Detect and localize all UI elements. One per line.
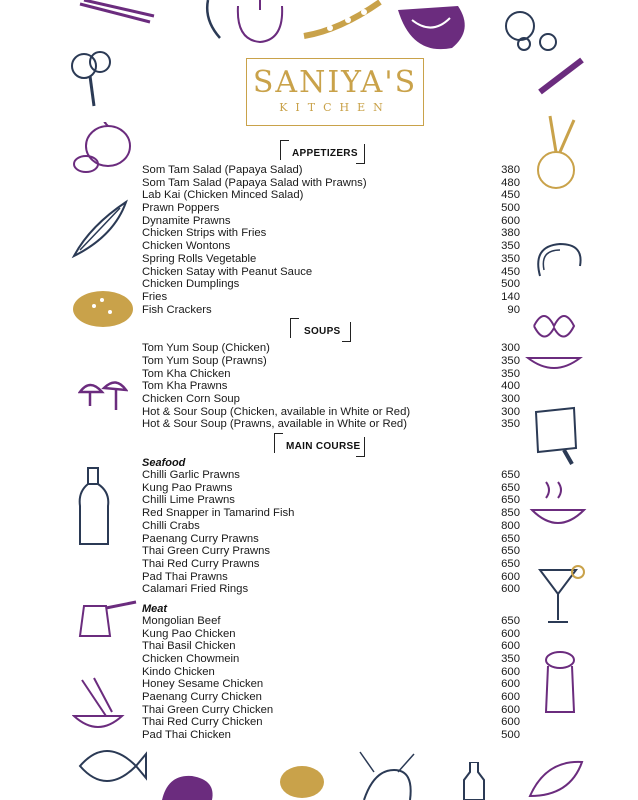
beetroot-illustration [530, 112, 586, 192]
pea-pod-illustration [300, 0, 386, 40]
seafood-subheading: Seafood [142, 457, 186, 470]
mushroom-illustration [78, 376, 128, 416]
item-name: Kung Pao Prawns [142, 481, 233, 494]
item-name: Tom Yum Soup (Chicken) [142, 342, 270, 355]
pepper-mill-illustration [540, 650, 580, 716]
menu-item [142, 704, 520, 717]
soup-bowl-illustration [528, 480, 588, 536]
item-price: 300 [501, 393, 520, 405]
section-title: SOUPS [304, 326, 341, 338]
soups-items [142, 342, 520, 431]
garlic-illustration [498, 4, 568, 54]
item-name: Chilli Crabs [142, 519, 200, 532]
appetizers-section [142, 140, 520, 316]
item-name: Tom Yum Soup (Prawns) [142, 354, 267, 367]
main-course-section [142, 433, 520, 742]
menu-item [142, 469, 520, 482]
shrimp-illustration [530, 236, 586, 286]
item-price: 90 [507, 303, 520, 316]
menu-list [142, 140, 520, 742]
item-name: Thai Green Curry Chicken [142, 703, 274, 716]
header-bracket-right [342, 322, 351, 342]
menu-item [142, 355, 520, 368]
sauce-bottle-illustration [460, 762, 488, 800]
item-price: 600 [501, 716, 520, 729]
meat-items [142, 615, 520, 742]
item-price: 650 [501, 614, 520, 627]
item-name: Red Snapper in Tamarind Fish [142, 507, 295, 520]
item-name: Pad Thai Prawns [142, 570, 228, 583]
item-name: Kung Pao Chicken [142, 627, 236, 640]
appetizers-items [142, 164, 520, 316]
menu-item [142, 640, 520, 653]
item-name: Som Tam Salad (Papaya Salad) [142, 164, 303, 176]
steak-illustration [158, 770, 218, 800]
item-price: 600 [501, 627, 520, 640]
header-bracket-right [356, 144, 365, 164]
item-name: Paenang Curry Prawns [142, 532, 259, 545]
item-name: Som Tam Salad (Papaya Salad with Prawns) [142, 176, 367, 189]
menu-item [142, 545, 520, 558]
item-name: Chicken Dumplings [142, 278, 240, 291]
item-price: 300 [501, 405, 520, 418]
item-name: Fish Crackers [142, 303, 212, 316]
item-price: 600 [501, 665, 520, 678]
item-name: Thai Green Curry Prawns [142, 545, 271, 558]
menu-item [142, 240, 520, 253]
drumstick-illustration [272, 758, 332, 800]
menu-item [142, 533, 520, 546]
menu-item [142, 266, 520, 279]
item-price: 500 [501, 729, 520, 742]
menu-item [142, 666, 520, 679]
item-price: 600 [501, 703, 520, 716]
item-price: 600 [501, 640, 520, 653]
item-name: Tom Kha Chicken [142, 367, 231, 380]
brand-name: SANIYA'S [252, 65, 418, 100]
soups-header [142, 318, 520, 342]
item-price: 600 [501, 691, 520, 704]
item-price: 350 [501, 367, 520, 380]
menu-item [142, 558, 520, 571]
item-price: 600 [501, 214, 520, 227]
item-name: Fries [142, 290, 168, 303]
item-price: 650 [501, 481, 520, 494]
fish-illustration [76, 736, 148, 796]
item-name: Hot & Sour Soup (Prawns, available in White or Red) [142, 418, 407, 431]
item-name: Spring Rolls Vegetable [142, 252, 257, 265]
menu-item [142, 291, 520, 304]
menu-item [142, 482, 520, 495]
section-title: APPETIZERS [292, 148, 358, 159]
brand-subtitle: KITCHEN [279, 101, 391, 114]
item-name: Thai Red Curry Chicken [142, 716, 263, 729]
item-price: 350 [501, 252, 520, 265]
menu-item [142, 227, 520, 240]
item-name: Tom Kha Prawns [142, 380, 228, 393]
bread-illustration [70, 286, 136, 332]
item-price: 650 [501, 532, 520, 545]
item-price: 350 [501, 653, 520, 665]
item-name: Paenang Curry Chicken [142, 691, 262, 704]
okra-illustration [70, 196, 132, 262]
header-bracket-left [280, 140, 289, 160]
header-bracket-left [274, 433, 283, 453]
item-name: Dynamite Prawns [142, 214, 231, 227]
noodle-bowl-illustration [524, 306, 584, 376]
item-name: Chicken Corn Soup [142, 393, 240, 405]
item-price: 140 [501, 290, 520, 303]
menu-item [142, 653, 520, 666]
item-price: 350 [501, 240, 520, 253]
menu-item [142, 418, 520, 431]
menu-item [142, 304, 520, 317]
menu-item [142, 691, 520, 704]
chili-illustration [200, 0, 230, 40]
menu-item [142, 368, 520, 381]
item-price: 600 [501, 678, 520, 691]
item-price: 800 [501, 519, 520, 532]
item-price: 400 [501, 380, 520, 393]
main-course-header [142, 433, 520, 457]
chopsticks-bowl-illustration [72, 676, 126, 736]
item-name: Chilli Lime Prawns [142, 494, 235, 507]
item-name: Lab Kai (Chicken Minced Salad) [142, 189, 304, 202]
menu-item [142, 520, 520, 533]
item-price: 500 [501, 202, 520, 215]
menu-item [142, 729, 520, 742]
item-name: Thai Basil Chicken [142, 640, 236, 653]
item-price: 380 [501, 164, 520, 176]
menu-item [142, 189, 520, 202]
meat-subheading: Meat [142, 602, 168, 615]
menu-item [142, 678, 520, 691]
cocktail-illustration [536, 562, 586, 628]
item-name: Prawn Poppers [142, 202, 220, 215]
pot-illustration [76, 596, 138, 640]
leek-illustration [78, 0, 158, 26]
menu-item [142, 215, 520, 228]
item-name: Chicken Wontons [142, 240, 231, 253]
menu-item [142, 494, 520, 507]
asparagus-illustration [536, 56, 586, 96]
menu-item [142, 628, 520, 641]
item-name: Honey Sesame Chicken [142, 678, 264, 691]
onion-illustration [72, 122, 134, 176]
item-price: 350 [501, 418, 520, 431]
item-name: Hot & Sour Soup (Chicken, available in White or Red) [142, 405, 411, 418]
menu-item [142, 164, 520, 177]
soups-section [142, 318, 520, 431]
item-name: Chicken Chowmein [142, 653, 240, 665]
item-price: 600 [501, 570, 520, 583]
item-price: 450 [501, 265, 520, 278]
item-name: Chicken Satay with Peanut Sauce [142, 265, 313, 278]
item-name: Kindo Chicken [142, 665, 215, 678]
menu-item [142, 177, 520, 190]
item-price: 480 [501, 176, 520, 189]
bottle-illustration [76, 466, 112, 548]
menu-item [142, 583, 520, 596]
item-price: 600 [501, 583, 520, 596]
menu-item [142, 380, 520, 393]
item-price: 650 [501, 469, 520, 482]
menu-item [142, 278, 520, 291]
item-price: 500 [501, 278, 520, 291]
section-title: MAIN COURSE [286, 441, 361, 453]
item-name: Pad Thai Chicken [142, 729, 231, 742]
menu-item [142, 716, 520, 729]
menu-item [142, 615, 520, 628]
item-name: Mongolian Beef [142, 614, 221, 627]
item-price: 450 [501, 189, 520, 202]
menu-item [142, 571, 520, 584]
item-name: Calamari Fried Rings [142, 583, 249, 596]
lobster-illustration [354, 750, 418, 800]
appetizers-header [142, 140, 520, 164]
menu-item [142, 342, 520, 355]
header-bracket-left [290, 318, 299, 338]
item-name: Chilli Garlic Prawns [142, 469, 240, 482]
broccoli-illustration [70, 50, 116, 110]
seafood-items [142, 469, 520, 596]
item-price: 650 [501, 557, 520, 570]
cutting-board-illustration [528, 404, 584, 466]
header-bracket-right [356, 437, 365, 457]
item-price: 350 [501, 354, 520, 367]
item-name: Chicken Strips with Fries [142, 227, 267, 240]
bell-pepper-illustration [232, 0, 288, 46]
item-name: Thai Red Curry Prawns [142, 557, 260, 570]
item-price: 380 [501, 227, 520, 240]
item-price: 300 [501, 342, 520, 355]
meat-cut-illustration [392, 0, 476, 58]
menu-item [142, 507, 520, 520]
item-price: 650 [501, 545, 520, 558]
menu-item [142, 253, 520, 266]
menu-item [142, 406, 520, 419]
brand-logo [246, 58, 424, 126]
item-price: 850 [501, 507, 520, 520]
baguette-illustration [526, 756, 586, 800]
item-price: 650 [501, 494, 520, 507]
menu-item [142, 393, 520, 406]
menu-item [142, 202, 520, 215]
